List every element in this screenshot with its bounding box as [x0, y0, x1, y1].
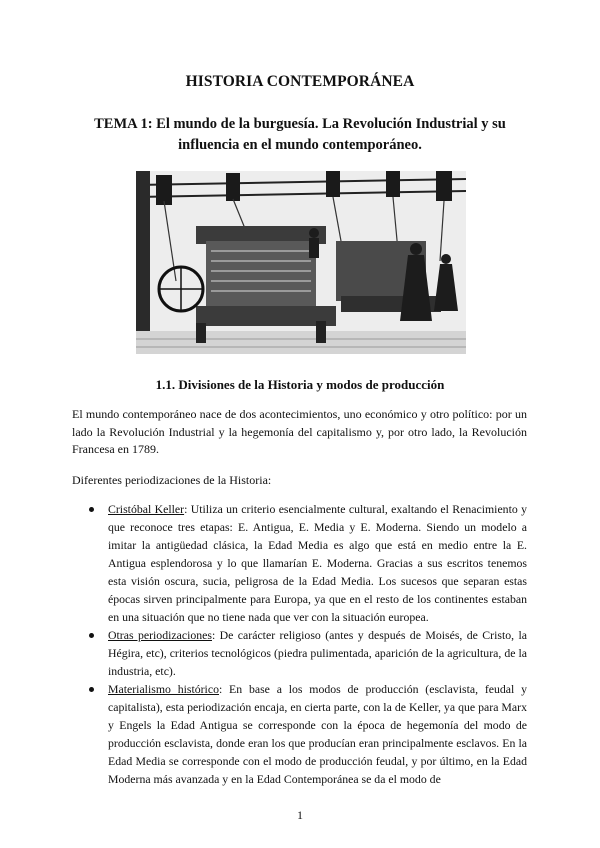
- industrial-loom-illustration: [136, 171, 466, 354]
- list-item: [72, 626, 527, 680]
- page-number: 1: [297, 808, 303, 822]
- list-item-text: : Utiliza un criterio esencialmente cultural, exaltando el Renacimiento y que reconoce tres etapas: E. Antigua, E. Media y E. Moderna. Siendo un modelo a imitar la antigüedad clásica, la Edad Media es algo que está en medio entre la E. Antigua esplendorosa y lo que llamarían E. Moderna. Gracias a sus escritos tenemos esta visión oscura, sucia, peligrosa de la Edad Media. Los sucesos que separan estas épocas sirven principalmente para Europa, ya que en el resto de los continentes estaban en una situación que no tiene nada que ver con la situación europea.: [108, 502, 527, 624]
- loom-engraving-image: [136, 171, 466, 354]
- list-item: [72, 500, 527, 626]
- list-item: [72, 680, 527, 788]
- list-item-text: : En base a los modos de producción (esclavista, feudal y capitalista), esta periodización encaja, en cierta parte, con la de Keller, ya que para Marx y Engels la Edad Antigua se corresponde con la época de hegemonía del modo de producción esclavista, donde eran los que producían eran principalmente esclavos. En la Edad Media se corresponde con el modo de producción feudal, y por último, en la Edad Moderna más avanzada y en la Edad Contemporánea se da el modo de: [108, 682, 527, 786]
- section-heading: 1.1. Divisiones de la Historia y modos de producción: [155, 377, 445, 392]
- term-cristobal-keller: Cristóbal Keller: [108, 502, 185, 516]
- term-materialismo-historico: Materialismo histórico: [108, 682, 219, 696]
- intro-paragraph: El mundo contemporáneo nace de dos acontecimientos, uno económico y otro político: por un lado la Revolución Industrial y la hegemonía del capitalismo y, por otro lado, la Revolución Francesa en 1789.: [72, 407, 527, 456]
- periodizations-list: [72, 500, 527, 788]
- term-otras-periodizaciones: Otras periodizaciones: [108, 628, 212, 642]
- topic-title: TEMA 1: El mundo de la burguesía. La Revolución Industrial y su influencia en el mundo contemporáneo.: [94, 116, 506, 153]
- list-item-text: : De carácter religioso (antes y después de Moisés, de Cristo, la Hégira, etc), criterios tecnológicos (piedra pulimentada, aparición de la agricultura, de la industria, etc).: [108, 628, 528, 678]
- periodizations-lead: Diferentes periodizaciones de la Historia:: [72, 473, 272, 487]
- document-title: HISTORIA CONTEMPORÁNEA: [185, 73, 415, 90]
